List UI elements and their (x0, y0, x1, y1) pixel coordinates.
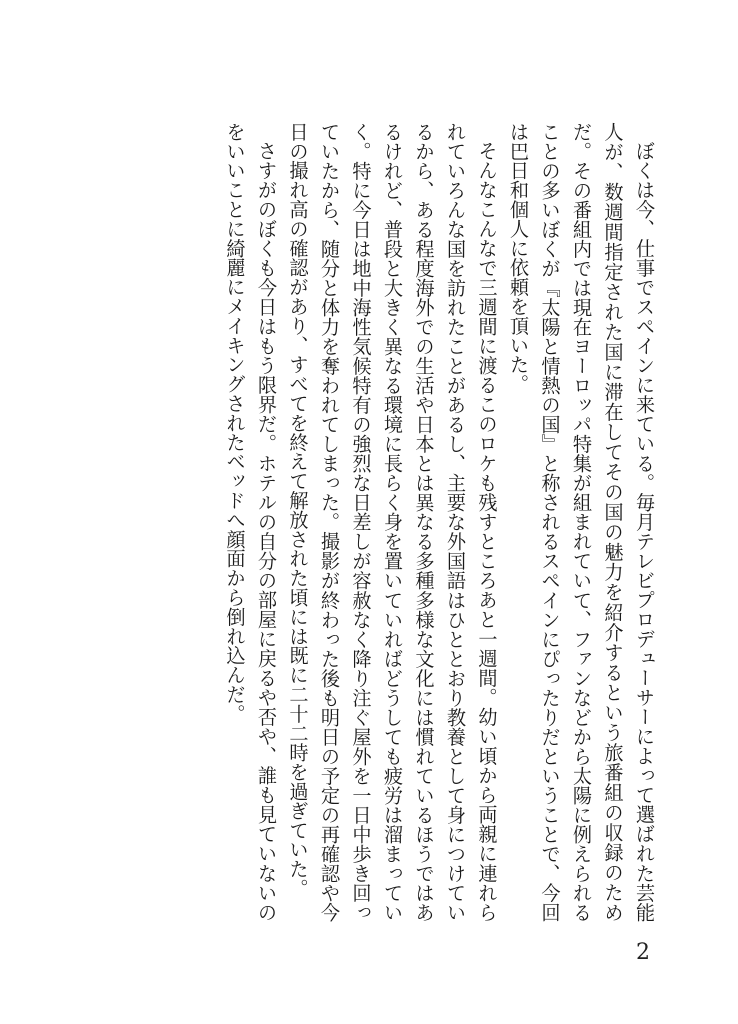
paragraph-2: そんなこんなで三週間に渡るこのロケも残すところあと一週間。幼い頃から両親に連れられていろんな国を訪れたことがあるし、主要な外国語はひととおり教養として身につけているから、ある程度海外での生活や日本とは異なる多種多様な文化には慣れているほうではあるけれど、普段と大きく異なる環境に長らく身を置いていればどうしても疲労は溜まっていく。特に今日は地中海性気候特有の強烈な日差しが容赦なく降り注ぐ屋外を一日中歩き回っていたから、随分と体力を奪われてしまった。撮影が終わった後も明日の予定の再確認や今日の撮れ高の確認があり、すべてを終えて解放された頃には既に二十二時を過ぎていた。 (286, 122, 499, 922)
paragraph-3: さすがのぼくも今日はもう限界だ。ホテルの自分の部屋に戻るや否や、誰も見ていないのをいいことに綺麗にメイキングされたベッドへ顔面から倒れ込んだ。 (223, 122, 278, 922)
paragraph-1: ぼくは今、仕事でスペインに来ている。毎月テレビプロデューサーによって選ばれた芸能人が、数週間指定された国に滞在してその国の魅力を紹介するという旅番組の収録のためだ。その番組内では現在ヨーロッパ特集が組まれていて、ファンなどから太陽に例えられることの多いぼくが『太陽と情熱の国』と称されるスペインにぴったりだということで、今回は巴日和個人に依頼を頂いた。 (507, 122, 656, 922)
body-text (219, 122, 660, 922)
page-number: 2 (636, 940, 650, 965)
